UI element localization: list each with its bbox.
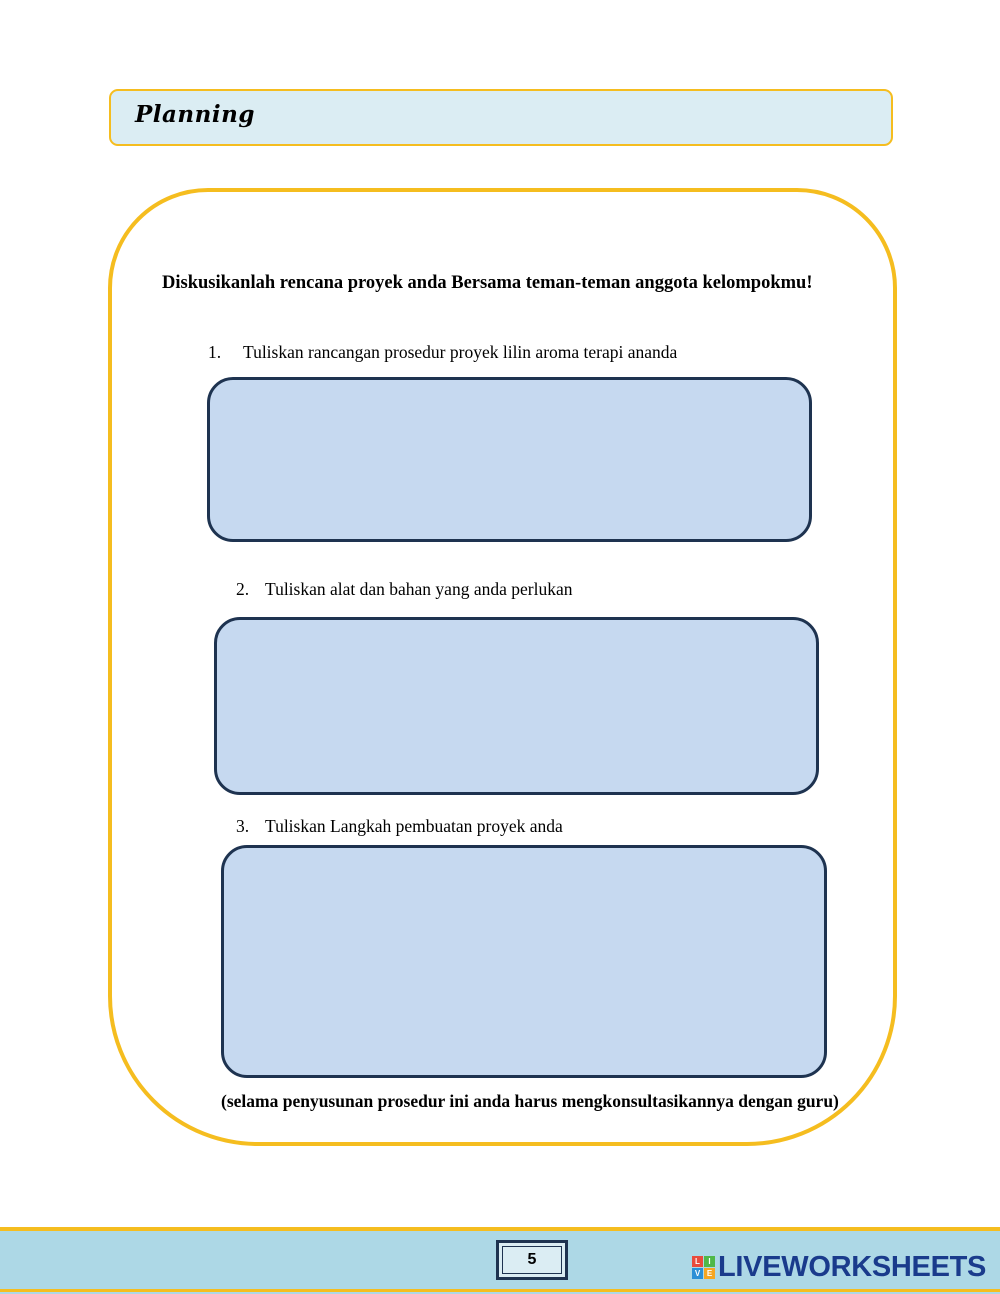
answer-box-3[interactable] (221, 845, 827, 1078)
logo-letter-e: E (704, 1268, 715, 1279)
question-1 (208, 342, 677, 363)
question-3-text: Tuliskan Langkah pembuatan proyek anda (265, 816, 563, 836)
brand-name: LIVEWORKSHEETS (718, 1250, 987, 1283)
answer-box-1[interactable] (207, 377, 812, 542)
section-title: Planning (135, 101, 255, 128)
footer-divider (0, 1289, 1000, 1292)
logo-letter-v: V (692, 1268, 703, 1279)
page-number: 5 (496, 1240, 568, 1280)
question-3-number: 3. (236, 816, 250, 836)
liveworksheets-icon (692, 1256, 715, 1279)
question-2-number: 2. (236, 579, 250, 599)
liveworksheets-logo (692, 1252, 986, 1282)
logo-letter-l: L (692, 1256, 703, 1267)
question-1-number: 1. (208, 342, 222, 362)
section-header (109, 89, 893, 146)
question-1-text: Tuliskan rancangan prosedur proyek lilin aroma terapi ananda (243, 342, 678, 362)
answer-box-2[interactable] (214, 617, 819, 795)
instruction-text: Diskusikanlah rencana proyek anda Bersama teman-teman anggota kelompokmu! (162, 273, 813, 293)
question-2-text: Tuliskan alat dan bahan yang anda perlukan (265, 579, 573, 599)
question-2 (236, 579, 572, 600)
question-3 (236, 816, 563, 837)
logo-letter-i: I (704, 1256, 715, 1267)
consultation-note: (selama penyusunan prosedur ini anda harus mengkonsultasikannya dengan guru) (221, 1091, 839, 1111)
